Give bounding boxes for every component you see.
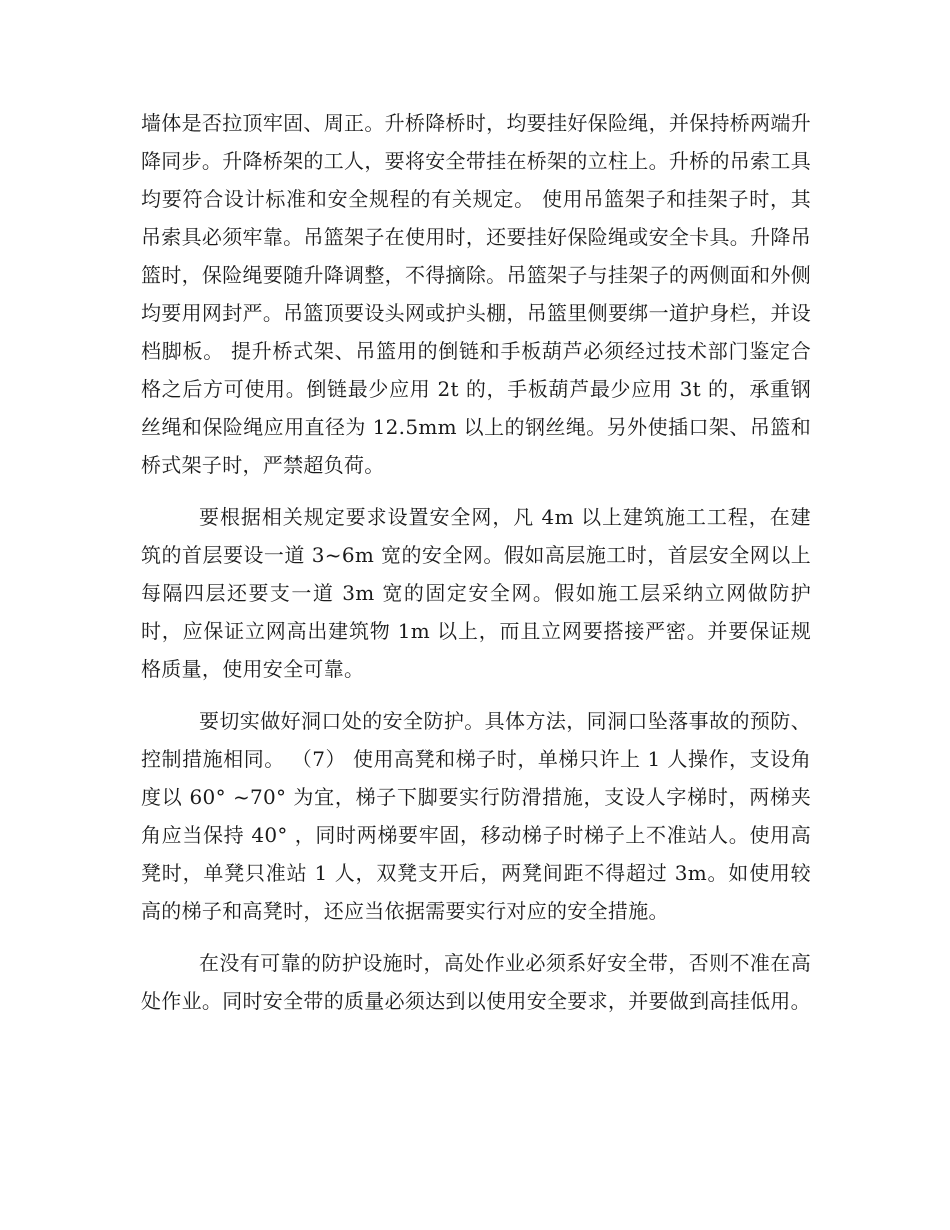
- paragraph-3: 要切实做好洞口处的安全防护。具体方法，同洞口坠落事故的预防、控制措施相同。 （7） 使用高凳和梯子时，单梯只许上 1 人操作，支设角度以 60° ~70° 为宜，梯子下脚要实行防滑措施，支设人字梯时，两梯夹角应当保持 40° ，同时两梯要牢固，移动梯子时梯子上不准站人。使用高凳时，单凳只准站 1 人，双凳支开后，两凳间距不得超过 3m。如使用较高的梯子和高凳时，还应当依据需要实行对应的安全措施。: [141, 709, 811, 923]
- paragraph-2: 要根据相关规定要求设置安全网，凡 4m 以上建筑施工工程，在建筑的首层要设一道 3~6m 宽的安全网。假如高层施工时，首层安全网以上每隔四层还要支一道 3m 宽的固定安全网。假如施工层采纳立网做防护时，应保证立网高出建筑物 1m 以上，而且立网要搭接严密。并要保证规格质量，使用安全可靠。: [141, 505, 811, 681]
- paragraph-4: 在没有可靠的防护设施时，高处作业必须系好安全带，否则不准在高处作业。同时安全带的质量必须达到以使用安全要求，并要做到高挂低用。: [141, 951, 811, 1013]
- document-body: [141, 104, 811, 1020]
- paragraph-1: 墙体是否拉顶牢固、周正。升桥降桥时，均要挂好保险绳，并保持桥两端升降同步。升降桥架的工人，要将安全带挂在桥架的立柱上。升桥的吊索工具均要符合设计标准和安全规程的有关规定。 使用吊篮架子和挂架子时，其吊索具必须牢靠。吊篮架子在使用时，还要挂好保险绳或安全卡具。升降吊篮时，保险绳要随升降调整，不得摘除。吊篮架子与挂架子的两侧面和外侧均要用网封严。吊篮顶要设头网或护头棚，吊篮里侧要绑一道护身栏，并设档脚板。 提升桥式架、吊篮用的倒链和手板葫芦必须经过技术部门鉴定合格之后方可使用。倒链最少应用 2t 的，手板葫芦最少应用 3t 的，承重钢丝绳和保险绳应用直径为 12.5mm 以上的钢丝绳。另外使插口架、吊篮和桥式架子时，严禁超负荷。: [141, 111, 811, 477]
